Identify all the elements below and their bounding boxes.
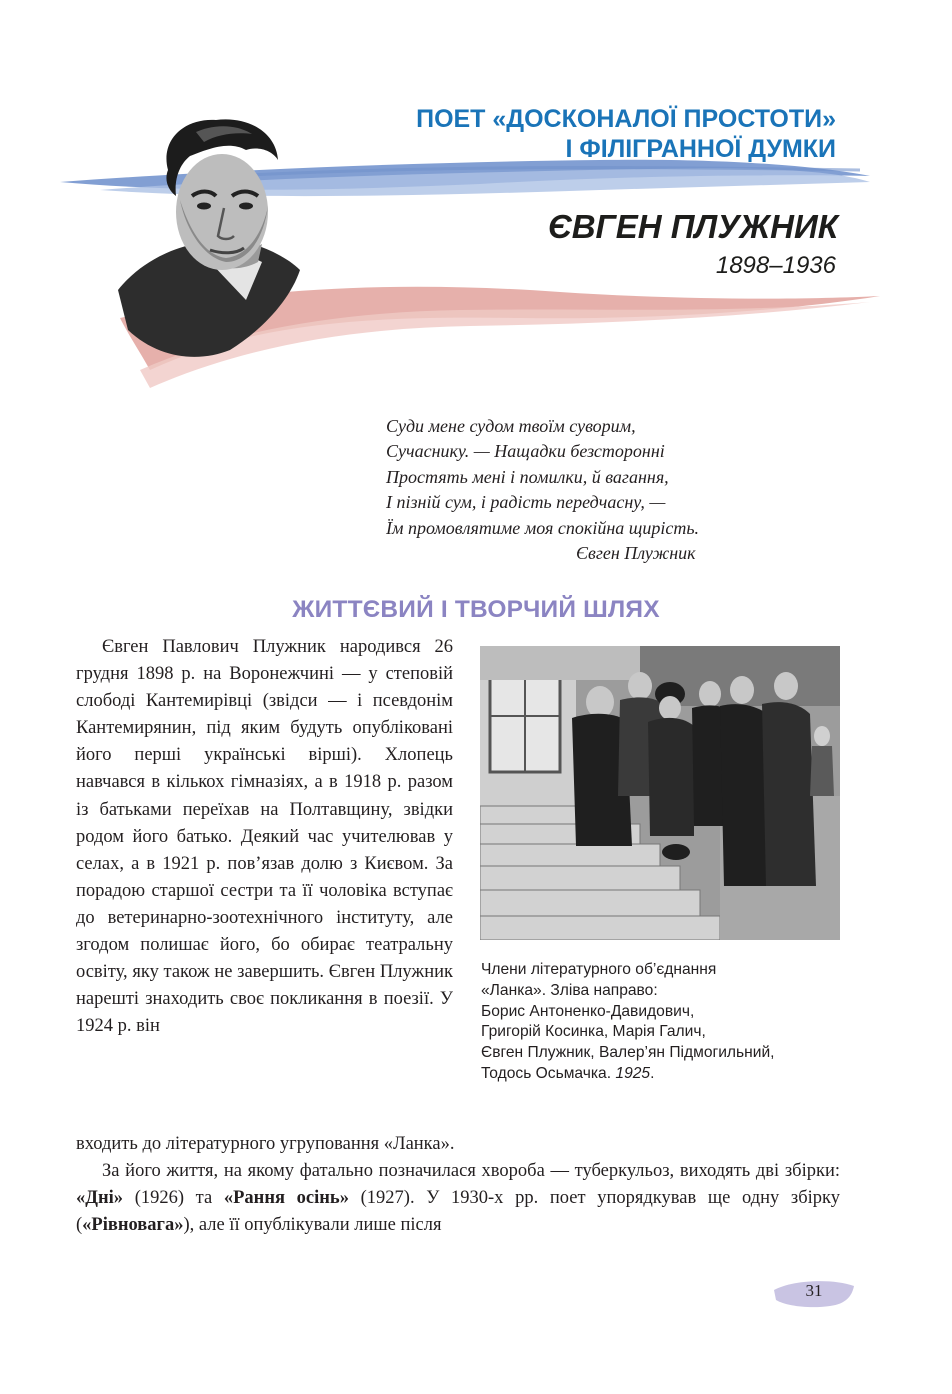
body-text: (1927). У 1930-х рр. поет упорядкував ще одну збірку (	[76, 1188, 841, 1236]
caption-year: 1925	[615, 1064, 651, 1082]
group-photo	[480, 646, 840, 940]
epigraph-line: Суди мене судом твоїм суворим,	[386, 416, 636, 436]
caption-line: Григорій Косинка, Марія Галич,	[481, 1023, 706, 1041]
epigraph-line: Їм промовлятиме моя спокійна щирість.	[386, 517, 700, 538]
epigraph-signature: Євген Плужник	[576, 543, 696, 564]
title-line-1: ПОЕТ «ДОСКОНАЛОЇ ПРОСТОТИ»	[416, 105, 836, 133]
caption-line: Борис Антоненко-Давидович,	[481, 1002, 695, 1020]
body-text: (1926) та	[123, 1188, 224, 1209]
book-title: «Дні»	[76, 1188, 124, 1209]
caption-line: Члени літературного об’єднання	[481, 961, 717, 978]
body-paragraph	[76, 1158, 840, 1239]
body-column	[76, 634, 453, 1040]
section-heading: ЖИТТЄВИЙ І ТВОРЧИЙ ШЛЯХ	[292, 596, 660, 623]
book-title: «Рівновага»	[82, 1215, 184, 1236]
body-paragraph-end: входить до літературного угруповання «Ланка».	[76, 1134, 455, 1154]
body-full-width	[76, 1131, 840, 1239]
author-years: 1898–1936	[715, 252, 836, 279]
epigraph-line: І пізній сум, і радість передчасну, —	[386, 492, 666, 513]
body-text: За його життя, на якому фатально позначилася хвороба — туберкульоз, виходять дві збірки:	[102, 1161, 840, 1182]
caption-line	[481, 1064, 841, 1085]
body-paragraph: Євген Павлович Плужник народився 26 грудня 1898 р. на Воронежчині — у степовій слободі Кантемирівці (звідси — і псевдонім Кантемирянин, під яким будуть опубліковані його перші українські вірші). Хлопець навчався в кількох гімназіях, а в 1918 р. разом із батьками переїхав на Полтавщину, звідки родом його батько. Деякий час учителював у селах, а в 1921 р. пов’язав долю з Києвом. За порадою старшої сестри та її чоловіка вступає до ветеринарно-зоотехнічного інституту, але згодом полишає його, бо обирає театральну освіту, яку також не завершить. Євген Плужник нарешті знаходить своє покликання в поезії. У 1924 р. він	[76, 637, 453, 1037]
epigraph-line: Сучаснику. — Нащадки безсторонні	[386, 441, 665, 462]
title-line-2: І ФІЛІГРАННОЇ ДУМКИ	[565, 135, 836, 163]
book-title: «Рання осінь»	[223, 1188, 349, 1209]
epigraph-line: Простять мені і помилки, й вагання,	[386, 466, 669, 487]
photo-caption	[481, 960, 841, 1085]
caption-text: Тодось Осьмачка.	[481, 1064, 616, 1082]
page-number-badge	[772, 1276, 856, 1310]
caption-line: Євген Плужник, Валер’ян Підмогильний,	[481, 1044, 775, 1062]
caption-period: .	[650, 1064, 655, 1082]
epigraph	[386, 414, 699, 566]
article-title	[416, 104, 836, 164]
author-name: ЄВГЕН ПЛУЖНИК	[547, 208, 838, 245]
header-illustration	[0, 0, 952, 400]
page-number: 31	[805, 1281, 823, 1300]
group-photo-image	[480, 646, 840, 940]
caption-line: «Ланка». Зліва направо:	[481, 981, 658, 999]
body-text: ), але її опублікували лише після	[183, 1215, 442, 1236]
